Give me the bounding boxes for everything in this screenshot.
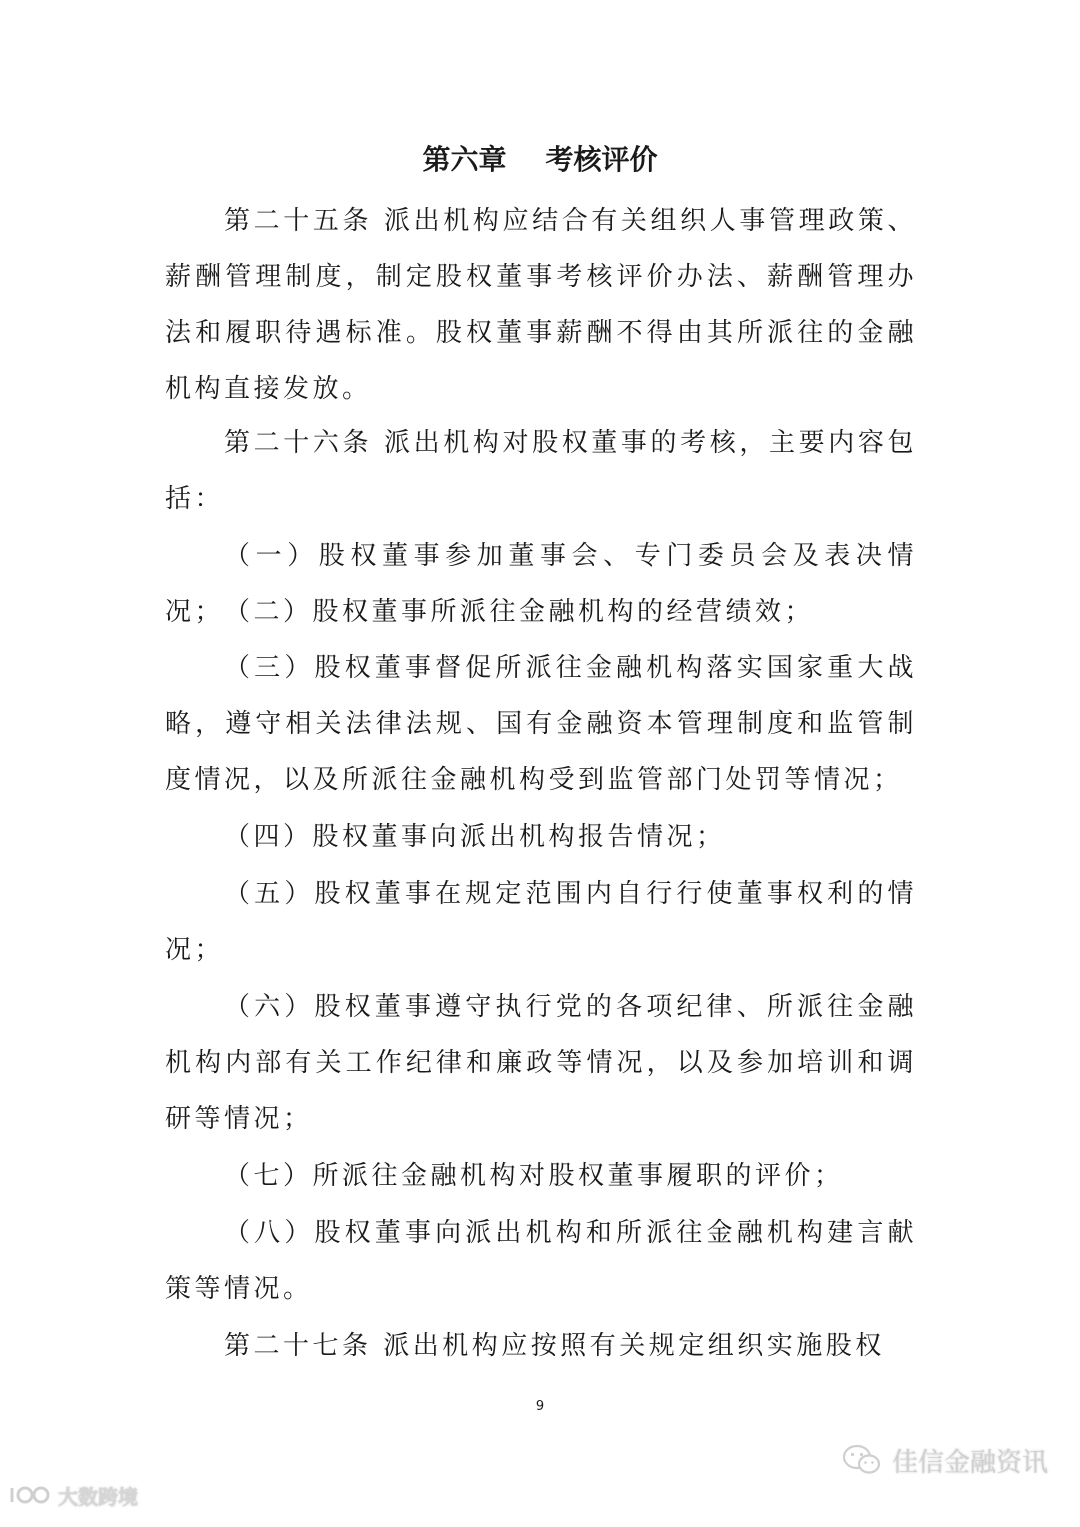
paragraph-article-27: 第二十七条 派出机构应按照有关规定组织实施股权 xyxy=(224,1331,885,1361)
watermark-right xyxy=(842,1440,1048,1480)
paragraph-item-5: （五）股权董事在规定范围内自行行使董事权利的情况； xyxy=(165,879,917,965)
paragraph-item-1: （一）股权董事参加董事会、专门委员会及表决情况； xyxy=(165,541,917,627)
paragraph-item-2: （二）股权董事所派往金融机构的经营绩效； xyxy=(224,597,815,627)
paragraph-article-26: 第二十六条 派出机构对股权董事的考核，主要内容包括： xyxy=(165,428,917,514)
wechat-icon xyxy=(842,1443,882,1477)
paragraph-article-25: 第二十五条 派出机构应结合有关组织人事管理政策、薪酬管理制度，制定股权董事考核评价办法、薪酬管理办法和履职待遇标准。股权董事薪酬不得由其所派往的金融机构直接发放。 xyxy=(165,206,917,404)
watermark-left-text: 大数跨境 xyxy=(58,1484,138,1509)
chapter-title: 第六章 考核评价 xyxy=(422,143,658,176)
page-number: 9 xyxy=(535,1399,545,1414)
watermark-left xyxy=(8,1478,138,1512)
paragraph-item-6: （六）股权董事遵守执行党的各项纪律、所派往金融机构内部有关工作纪律和廉政等情况，以及参加培训和调研等情况； xyxy=(165,992,917,1134)
paragraph-item-3: （三）股权董事督促所派往金融机构落实国家重大战略，遵守相关法律法规、国有金融资本管理制度和监管制度情况，以及所派往金融机构受到监管部门处罚等情况； xyxy=(165,653,917,795)
paragraph-item-7: （七）所派往金融机构对股权董事履职的评价； xyxy=(224,1161,844,1191)
paragraph-item-4: （四）股权董事向派出机构报告情况； xyxy=(224,822,726,852)
brand-logo-icon xyxy=(8,1482,54,1508)
paragraph-item-8: （八）股权董事向派出机构和所派往金融机构建言献策等情况。 xyxy=(165,1218,917,1304)
watermark-right-text: 佳信金融资讯 xyxy=(891,1447,1048,1478)
